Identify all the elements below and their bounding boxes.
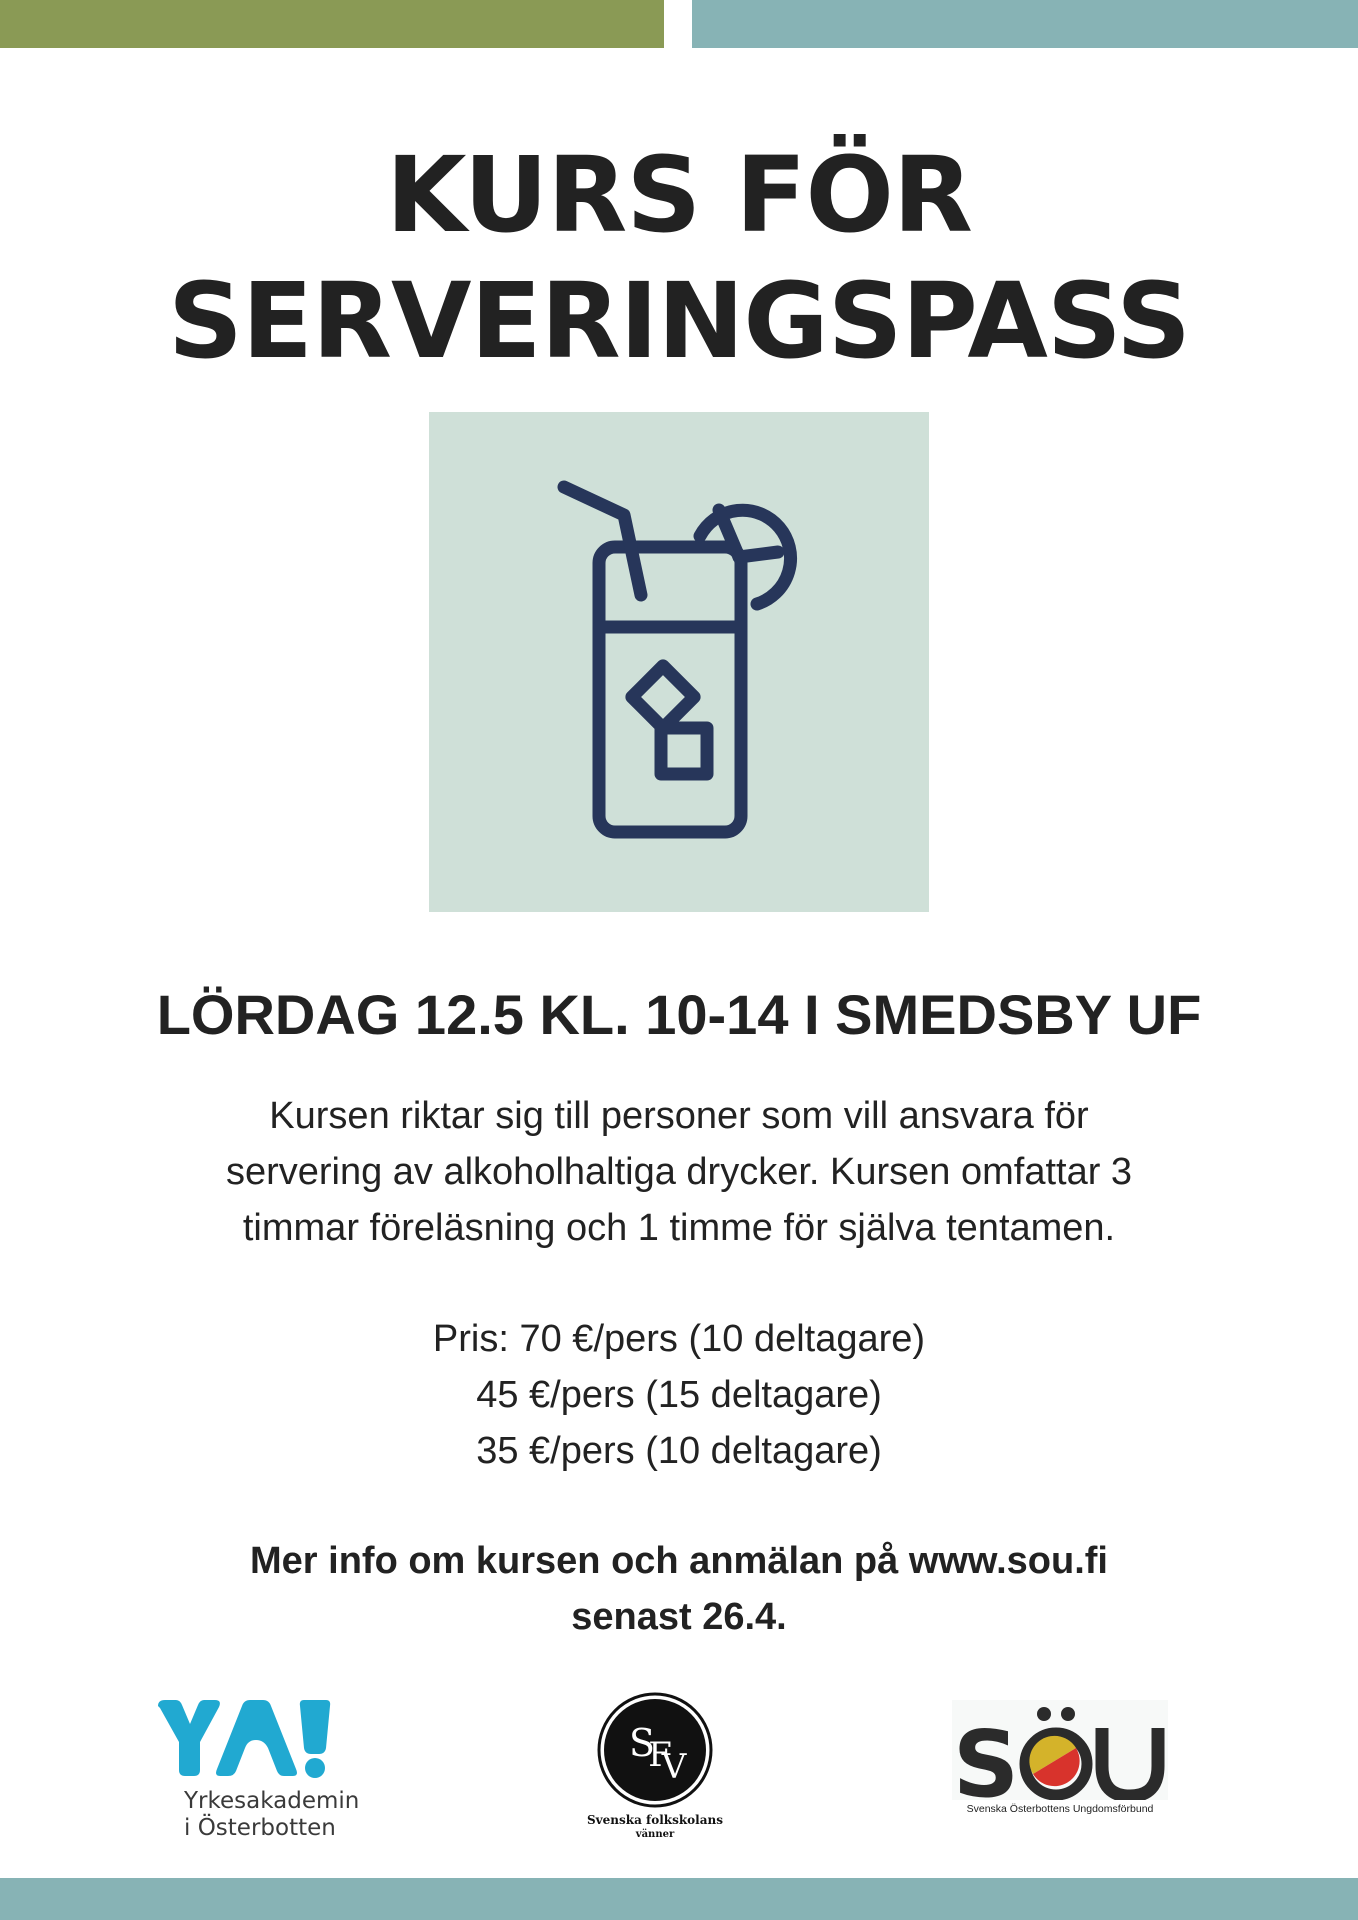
sfv-logo-line-1: Svenska folkskolans: [587, 1813, 723, 1827]
ya-logo-line-1: Yrkesakademin: [184, 1788, 360, 1814]
price-line-3: 35 €/pers (10 deltagare): [476, 1430, 882, 1472]
svg-text:V: V: [661, 1747, 687, 1787]
sfv-logo-line-2: vänner: [635, 1829, 675, 1840]
top-right-color-bar: [692, 0, 1358, 48]
svg-text:S: S: [628, 1721, 656, 1765]
svg-text:S: S: [952, 1711, 1020, 1800]
price-line-2: 45 €/pers (15 deltagare): [476, 1374, 882, 1416]
sou-logo: [952, 1700, 1168, 1820]
ya-logo: [150, 1696, 360, 1846]
event-date-location: LÖRDAG 12.5 KL. 10-14 I SMEDSBY UF: [156, 983, 1202, 1046]
price-line-1: Pris: 70 €/pers (10 deltagare): [432, 1318, 926, 1360]
info-line-2: senast 26.4.: [571, 1596, 787, 1638]
svg-text:F: F: [648, 1735, 672, 1775]
title-line-1: KURS FÖR: [386, 134, 972, 256]
sou-logo-tagline: Svenska Österbottens Ungdomsförbund: [966, 1803, 1154, 1815]
description-line-2: servering av alkoholhaltiga drycker. Kursen omfattar 3: [225, 1151, 1133, 1193]
sou-logo-mark: [952, 1700, 1168, 1800]
bottom-color-bar: [0, 1878, 1358, 1920]
ya-logo-line-2: i Österbotten: [184, 1815, 336, 1841]
cocktail-illustration: [429, 412, 929, 912]
lemon-segment-2: [739, 552, 778, 557]
ya-logo-mark: [150, 1696, 350, 1786]
description-line-1: Kursen riktar sig till personer som vill ansvara för: [269, 1095, 1089, 1137]
description-line-3: timmar föreläsning och 1 timme för själva tentamen.: [242, 1207, 1116, 1249]
sfv-logo: [580, 1692, 730, 1848]
poster-title: [0, 132, 1358, 384]
info-line-1: Mer info om kursen och anmälan på www.sou.fi: [250, 1540, 1108, 1582]
title-line-2: SERVERINGSPASS: [168, 260, 1190, 382]
price-list: [0, 1311, 1358, 1479]
sfv-logo-mark: [580, 1692, 730, 1810]
top-left-color-bar: [0, 0, 664, 48]
cocktail-glass-icon: [429, 412, 929, 912]
course-description: [150, 1088, 1208, 1256]
more-info: [0, 1533, 1358, 1645]
